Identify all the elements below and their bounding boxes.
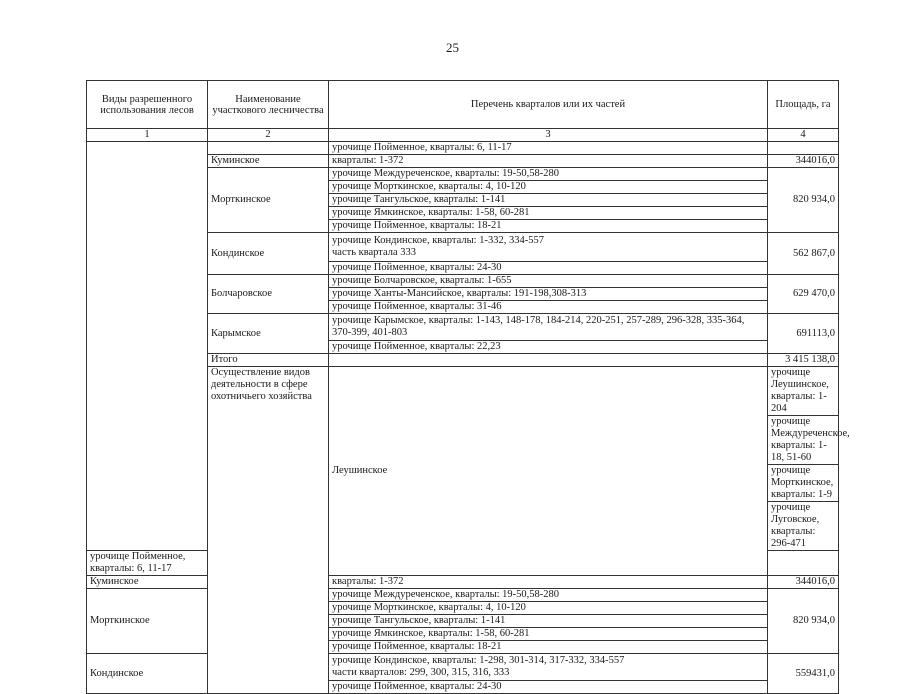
quarters-cell: урочище Болчаровское, кварталы: 1-655 [329,275,768,288]
quarters-cell [329,654,768,681]
table-row [87,589,839,602]
quarters-cell: кварталы: 1-372 [329,576,768,589]
quarters-cell: урочище Пойменное, кварталы: 18-21 [329,220,768,233]
quarters-cell: урочище Морткинское, кварталы: 1-9 [768,465,839,502]
page-number: 25 [446,40,459,55]
col-number-4: 4 [768,129,839,142]
forestry-name: Кондинское [87,654,208,694]
col-number-3: 3 [329,129,768,142]
table-header-row [87,81,839,129]
quarters-line: часть квартала 333 [332,247,417,258]
quarters-cell: урочище Пойменное, кварталы: 6, 11-17 [87,551,208,576]
total-label: Итого [208,354,329,367]
table-row [87,576,839,589]
area-cell: 559431,0 [768,654,839,694]
quarters-cell: урочище Ямкинское, кварталы: 1-58, 60-281 [329,207,768,220]
quarters-cell: урочище Луговское, кварталы: 296-471 [768,502,839,551]
quarters-cell: урочище Пойменное, кварталы: 24-30 [329,681,768,694]
forestry-name: Кондинское [208,233,329,275]
quarters-cell [329,233,768,262]
forestry-name: Морткинское [208,168,329,233]
forest-quarters-table [86,80,850,694]
quarters-cell: урочище Ямкинское, кварталы: 1-58, 60-281 [329,628,768,641]
quarters-cell: урочище Пойменное, кварталы: 6, 11-17 [329,142,768,155]
forestry-name: Куминское [208,155,329,168]
area-cell: 344016,0 [768,155,839,168]
area-cell: 629 470,0 [768,275,839,314]
quarters-cell: урочище Карымское, кварталы: 1-143, 148-178, 184-214, 220-251, 257-289, 296-328, 335-364, 370-399, 401-803 [329,314,768,341]
forestry-name: Карымское [208,314,329,354]
quarters-cell: урочище Междуреченское, кварталы: 19-50,58-280 [329,589,768,602]
quarters-cell-empty [329,354,768,367]
col-number-1: 1 [87,129,208,142]
quarters-cell: урочище Пойменное, кварталы: 18-21 [329,641,768,654]
usage-type-hunting: Осуществление видов деятельности в сфере охотничьего хозяйства [208,367,329,694]
quarters-cell: урочище Междуреченское, кварталы: 19-50,58-280 [329,168,768,181]
quarters-cell: урочище Пойменное, кварталы: 31-46 [329,301,768,314]
column-number-row [87,129,839,142]
table-row [87,654,839,681]
quarters-cell: кварталы: 1-372 [329,155,768,168]
quarters-cell: урочище Леушинское, кварталы: 1-204 [768,367,839,416]
forestry-name: Болчаровское [208,275,329,314]
area-cell: 820 934,0 [768,589,839,654]
quarters-line: части кварталов: 299, 300, 315, 316, 333 [332,667,510,678]
quarters-cell: урочище Пойменное, кварталы: 24-30 [329,262,768,275]
quarters-cell: урочище Морткинское, кварталы: 4, 10-120 [329,181,768,194]
area-cell: 820 934,0 [768,168,839,233]
header-quarters-list: Перечень кварталов или их частей [329,81,768,129]
quarters-cell: урочище Пойменное, кварталы: 22,23 [329,341,768,354]
total-area: 3 415 138,0 [768,354,839,367]
forestry-name: Куминское [87,576,208,589]
header-area: Площадь, га [768,81,839,129]
quarters-line: урочище Кондинское, кварталы: 1-332, 334-557 [332,235,544,246]
table-row [87,142,839,155]
quarters-cell: урочище Морткинское, кварталы: 4, 10-120 [329,602,768,615]
header-forestry-name: Наименование участкового лесничества [208,81,329,129]
quarters-line: урочище Кондинское, кварталы: 1-298, 301-314, 317-332, 334-557 [332,655,625,666]
quarters-cell: урочище Ханты-Мансийское, кварталы: 191-198,308-313 [329,288,768,301]
area-cell: 344016,0 [768,576,839,589]
quarters-cell: урочище Тангульское, кварталы: 1-141 [329,194,768,207]
header-usage-type: Виды разрешенного использования лесов [87,81,208,129]
forestry-name-empty [208,142,329,155]
forestry-name: Морткинское [87,589,208,654]
col-number-2: 2 [208,129,329,142]
quarters-cell: урочище Тангульское, кварталы: 1-141 [329,615,768,628]
area-cell: 691113,0 [768,314,839,354]
forestry-name: Леушинское [329,367,768,576]
area-cell: 562 867,0 [768,233,839,275]
quarters-cell: урочище Междуреченское, кварталы: 1-18, 51-60 [768,416,839,465]
usage-type-cell-continued [87,142,208,551]
area-cell-empty [768,142,839,155]
